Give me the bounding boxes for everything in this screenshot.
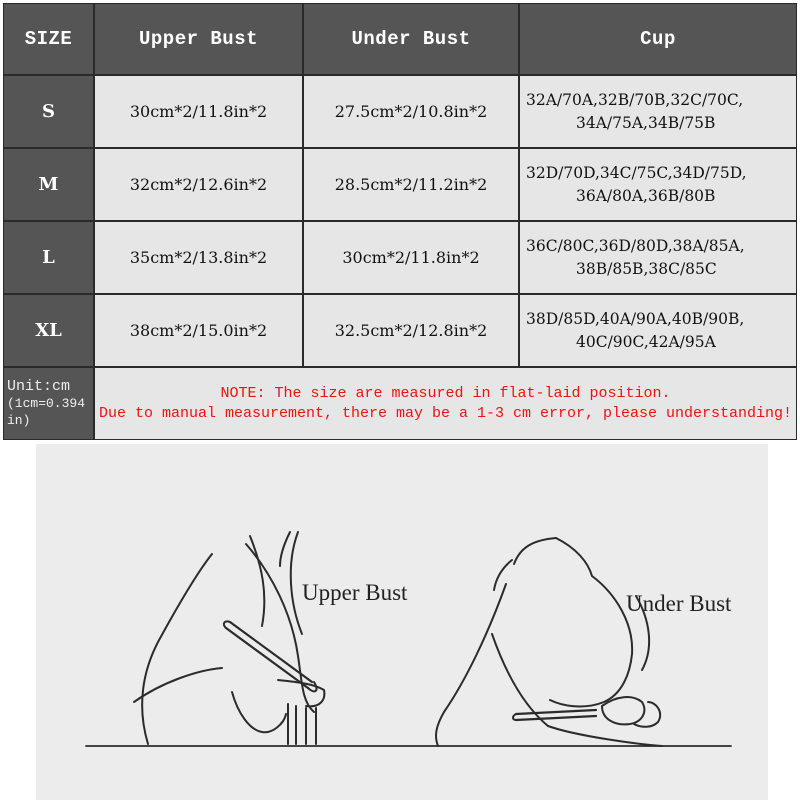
table-row (3, 294, 797, 367)
under-bust-value: 30cm*2/11.8in*2 (303, 221, 519, 294)
cup-value (519, 294, 797, 367)
cup-line-2: 34A/75A,34B/75B (576, 113, 716, 132)
upper-bust-value: 35cm*2/13.8in*2 (94, 221, 303, 294)
table-row (3, 221, 797, 294)
under-bust-figure (436, 538, 662, 746)
table-header-row (3, 3, 797, 75)
upper-bust-value: 30cm*2/11.8in*2 (94, 75, 303, 148)
header-cup: Cup (519, 3, 797, 75)
unit-line-3: in) (7, 413, 31, 428)
upper-bust-label: Upper Bust (302, 580, 408, 605)
under-bust-value: 27.5cm*2/10.8in*2 (303, 75, 519, 148)
cup-value (519, 221, 797, 294)
cup-line-1: 32D/70D,34C/75C,34D/75D, (526, 163, 747, 182)
cup-line-2: 36A/80A,36B/80B (576, 186, 716, 205)
header-size: SIZE (3, 3, 94, 75)
unit-line-1: Unit:cm (7, 378, 71, 395)
size-label: L (3, 221, 94, 294)
under-bust-label: Under Bust (626, 591, 732, 616)
unit-note (3, 367, 94, 440)
unit-line-2: (1cm=0.394 (7, 396, 86, 411)
cup-value (519, 148, 797, 221)
cup-value (519, 75, 797, 148)
upper-bust-value: 32cm*2/12.6in*2 (94, 148, 303, 221)
upper-bust-value: 38cm*2/15.0in*2 (94, 294, 303, 367)
header-under-bust: Under Bust (303, 3, 519, 75)
measurement-illustration (36, 444, 768, 800)
note-line-2: Due to manual measurement, there may be a 1-3 cm error, please understanding! (98, 404, 793, 422)
size-chart-table (3, 3, 797, 440)
table-row (3, 148, 797, 221)
upper-bust-figure (134, 532, 324, 744)
measurement-sketch (36, 444, 768, 800)
cup-line-2: 40C/90C,42A/95A (576, 332, 716, 351)
cup-line-1: 36C/80C,36D/80D,38A/85A, (526, 236, 745, 255)
cup-line-1: 32A/70A,32B/70B,32C/70C, (526, 90, 744, 109)
under-bust-value: 32.5cm*2/12.8in*2 (303, 294, 519, 367)
table-note-row (3, 367, 797, 440)
measurement-note (94, 367, 797, 440)
size-label: XL (3, 294, 94, 367)
size-label: M (3, 148, 94, 221)
table-row (3, 75, 797, 148)
cup-line-1: 38D/85D,40A/90A,40B/90B, (526, 309, 745, 328)
note-line-1: NOTE: The size are measured in flat-laid position. (220, 384, 671, 402)
header-upper-bust: Upper Bust (94, 3, 303, 75)
under-bust-value: 28.5cm*2/11.2in*2 (303, 148, 519, 221)
size-label: S (3, 75, 94, 148)
cup-line-2: 38B/85B,38C/85C (576, 259, 717, 278)
